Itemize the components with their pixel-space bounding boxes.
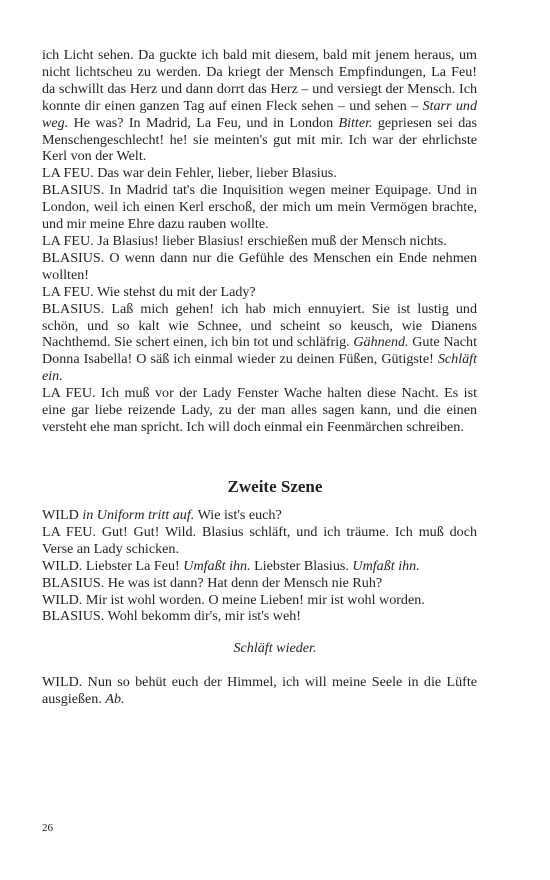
text-run: LA FEU. Das war dein Fehler, lieber, lieber Blasius. <box>42 165 337 182</box>
paragraph <box>42 233 477 250</box>
stage-direction-inline: Gähnend. <box>353 334 409 351</box>
text-run: gepriesen sei das Menschengeschlecht! he! sie meinten's gut mit mir. Ich war der ehrlichste Kerl von der Welt. <box>42 114 477 165</box>
paragraph <box>42 284 477 301</box>
text-run: BLASIUS. In Madrid tat's die Inquisition wegen meiner Equipage. Und in London, weil ich einen Kerl erschoß, der mich um mein Vermögen brachte, und mir meine Ehre dazu rauben wollte. <box>42 182 477 233</box>
dialogue-line <box>42 575 477 592</box>
text-run: BLASIUS. Wohl bekomm dir's, mir ist's weh! <box>42 608 301 625</box>
scene-text <box>42 507 477 625</box>
dialogue-line <box>42 592 477 609</box>
text-run: ich Licht sehen. Da guckte ich bald mit diesem, bald mit jenem heraus, um nicht lichtscheu zu werden. Da kriegt der Mensch Empfindungen, La Feu! da schwillt das Herz und dann dorrt das Herz – und versiegt der Mensch. Ich konnte dir einen ganzen Tag auf einen Fleck sehen – und sehen – <box>42 47 477 114</box>
paragraph <box>42 385 477 436</box>
text-run: LA FEU. Ich muß vor der Lady Fenster Wache halten diese Nacht. Es ist eine gar liebe reizende Lady, zu der man alles sagen kann, und die einen versteht ehe man spricht. Ich will doch einmal ein Feenmärchen schreiben. <box>42 385 477 435</box>
text-run: Liebster Blasius. <box>250 557 353 574</box>
text-run: LA FEU. Wie stehst du mit der Lady? <box>42 283 256 300</box>
text-run: BLASIUS. He was ist dann? Hat denn der Mensch nie Ruh? <box>42 574 383 591</box>
stage-direction-inline: Starr und weg. <box>42 97 477 131</box>
dialogue-line <box>42 524 477 558</box>
text-run: WILD. Mir ist wohl worden. O meine Lieben! mir ist wohl worden. <box>42 591 425 608</box>
paragraph <box>42 165 477 182</box>
stage-direction-inline: Ab. <box>105 690 125 707</box>
text-run: Gute Nacht Donna Isabella! O säß ich einmal wieder zu deinen Füßen, Gütigste! <box>42 334 477 368</box>
dialogue-line <box>42 674 477 708</box>
closing-text <box>42 674 477 708</box>
stage-direction-inline: Bitter. <box>338 114 373 131</box>
dialogue-line <box>42 608 477 625</box>
dialogue-line <box>42 507 477 524</box>
dialogue-line <box>42 558 477 575</box>
paragraph <box>42 47 477 165</box>
text-run: BLASIUS. O wenn dann nur die Gefühle des Menschen ein Ende nehmen wollten! <box>42 249 477 283</box>
main-text <box>42 47 477 436</box>
stage-direction-inline: Umfaßt ihn. <box>183 557 251 574</box>
text-run: LA FEU. Ja Blasius! lieber Blasius! erschießen muß der Mensch nichts. <box>42 232 447 249</box>
text-run: Wie ist's euch? <box>194 507 282 523</box>
text-run: WILD <box>42 507 83 523</box>
text-run: He was? In Madrid, La Feu, und in London <box>68 114 339 131</box>
paragraph <box>42 182 477 233</box>
text-run: BLASIUS. Laß mich gehen! ich hab mich ennuyiert. Sie ist lustig und schön, und so kalt wie Schnee, und scheint so keusch, wie Dianens Nachthemd. Sie schert einen, ich bin tot und schläfrig. <box>42 300 477 351</box>
text-run: WILD. Nun so behüt euch der Himmel, ich will meine Seele in die Lüfte ausgießen. <box>42 674 477 707</box>
scene-heading: Zweite Szene <box>227 477 323 496</box>
stage-direction: Schläft wieder. <box>233 640 317 656</box>
stage-direction-inline: Schläft ein. <box>42 351 477 385</box>
text-run: WILD. Liebster La Feu! <box>42 557 184 574</box>
stage-direction-inline: Umfaßt ihn. <box>352 557 420 574</box>
paragraph <box>42 250 477 284</box>
paragraph <box>42 301 477 386</box>
page-number: 26 <box>42 822 53 834</box>
stage-direction-inline: in Uniform tritt auf. <box>82 507 195 523</box>
text-run: LA FEU. Gut! Gut! Wild. Blasius schläft, und ich träume. Ich muß doch Verse an Lady schicken. <box>42 523 477 557</box>
